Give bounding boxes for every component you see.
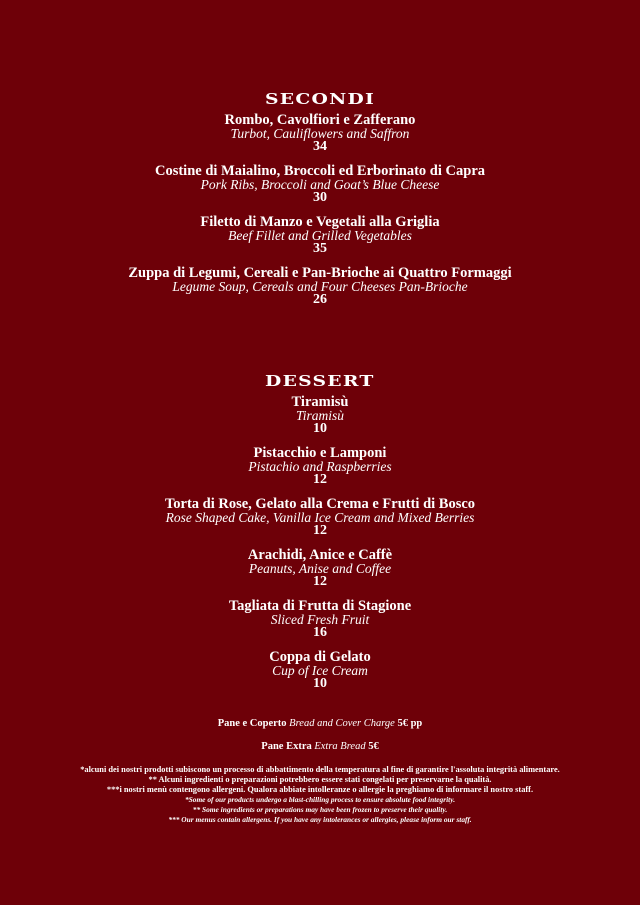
dish-price: 34 xyxy=(313,139,327,154)
note-en-1: *Some of our products undergo a blast-chilling process to ensure absolute food integrity. xyxy=(184,795,456,804)
dish-price: 12 xyxy=(313,523,327,538)
extra-bread-cover xyxy=(0,717,640,731)
dish-english-name: Pork Ribs, Broccoli and Goat’s Blue Cheese xyxy=(200,177,440,192)
dish-english-name: Sliced Fresh Fruit xyxy=(270,612,370,627)
note-en-2: ** Some ingredients or preparations may have been frozen to preserve their quality. xyxy=(192,805,448,814)
extra-price: 5€ xyxy=(368,741,379,752)
dish-english-name: Cup of Ice Cream xyxy=(272,663,368,678)
note-it-1: *alcuni dei nostri prodotti subiscono un processo di abbattimento della temperatura al fine di garantire l'assoluta integrità alimentare. xyxy=(80,765,560,774)
extra-price: 5€ pp xyxy=(397,718,423,729)
dish-name: Torta di Rose, Gelato alla Crema e Frutti di Bosco xyxy=(164,496,476,512)
dish-name: Filetto di Manzo e Vegetali alla Griglia xyxy=(200,214,440,230)
dish-price: 10 xyxy=(313,421,327,436)
dish-price: 16 xyxy=(313,625,327,640)
note-it-3: ***i nostri menù contengono allergeni. Qualora abbiate intolleranze o allergie la preghiamo di informare il nostro staff. xyxy=(106,785,534,794)
extras xyxy=(0,717,640,763)
dish-name: Arachidi, Anice e Caffè xyxy=(247,547,393,563)
extra-name: Pane e Coperto xyxy=(217,718,287,729)
footnotes xyxy=(0,765,640,825)
dessert-list xyxy=(0,396,640,690)
extra-en: Bread and Cover Charge xyxy=(289,718,395,729)
dish-price: 12 xyxy=(313,574,327,589)
dish-english-name: Peanuts, Anise and Coffee xyxy=(248,561,392,576)
menu-item xyxy=(0,396,640,435)
dish-english-name: Rose Shaped Cake, Vanilla Ice Cream and Mixed Berries xyxy=(165,510,475,525)
dish-price: 30 xyxy=(313,190,327,205)
dish-name: Coppa di Gelato xyxy=(269,649,371,665)
dish-english-name: Pistachio and Raspberries xyxy=(248,459,392,474)
dish-price: 35 xyxy=(313,241,327,256)
secondi-list xyxy=(0,114,640,306)
menu-item xyxy=(0,549,640,588)
dish-name: Tiramisù xyxy=(291,394,349,410)
dish-english-name: Beef Fillet and Grilled Vegetables xyxy=(228,228,412,243)
dish-price: 10 xyxy=(313,676,327,691)
extra-bread xyxy=(0,740,640,754)
note-it-2: ** Alcuni ingredienti o preparazioni potrebbero essere stati congelati per preservarne la qualità. xyxy=(148,775,492,784)
secondi-section xyxy=(0,89,640,318)
dish-english-name: Turbot, Cauliflowers and Saffron xyxy=(230,126,410,141)
extra-name: Pane Extra xyxy=(261,741,312,752)
note-en-3: *** Our menus contain allergens. If you have any intolerances or allergies, please inform our staff. xyxy=(168,815,472,824)
dessert-section xyxy=(0,371,640,702)
dish-english-name: Tiramisù xyxy=(295,408,345,423)
extra-en: Extra Bread xyxy=(314,741,366,752)
dish-name: Pistacchio e Lamponi xyxy=(253,445,387,461)
dish-name: Rombo, Cavolfiori e Zafferano xyxy=(224,112,416,128)
menu-item xyxy=(0,165,640,204)
menu-item xyxy=(0,600,640,639)
menu-item xyxy=(0,447,640,486)
dish-name: Tagliata di Frutta di Stagione xyxy=(228,598,412,614)
dish-name: Costine di Maialino, Broccoli ed Erborinato di Capra xyxy=(154,163,486,179)
dish-price: 12 xyxy=(313,472,327,487)
menu-item xyxy=(0,498,640,537)
dish-english-name: Legume Soup, Cereals and Four Cheeses Pan-Brioche xyxy=(172,279,468,294)
dish-name: Zuppa di Legumi, Cereali e Pan-Brioche ai Quattro Formaggi xyxy=(128,265,512,281)
dessert-heading: DESSERT xyxy=(265,372,375,390)
menu-item xyxy=(0,114,640,153)
dish-price: 26 xyxy=(313,292,327,307)
menu-item xyxy=(0,216,640,255)
menu-item xyxy=(0,267,640,306)
secondi-heading: SECONDI xyxy=(264,90,376,108)
menu-item xyxy=(0,651,640,690)
